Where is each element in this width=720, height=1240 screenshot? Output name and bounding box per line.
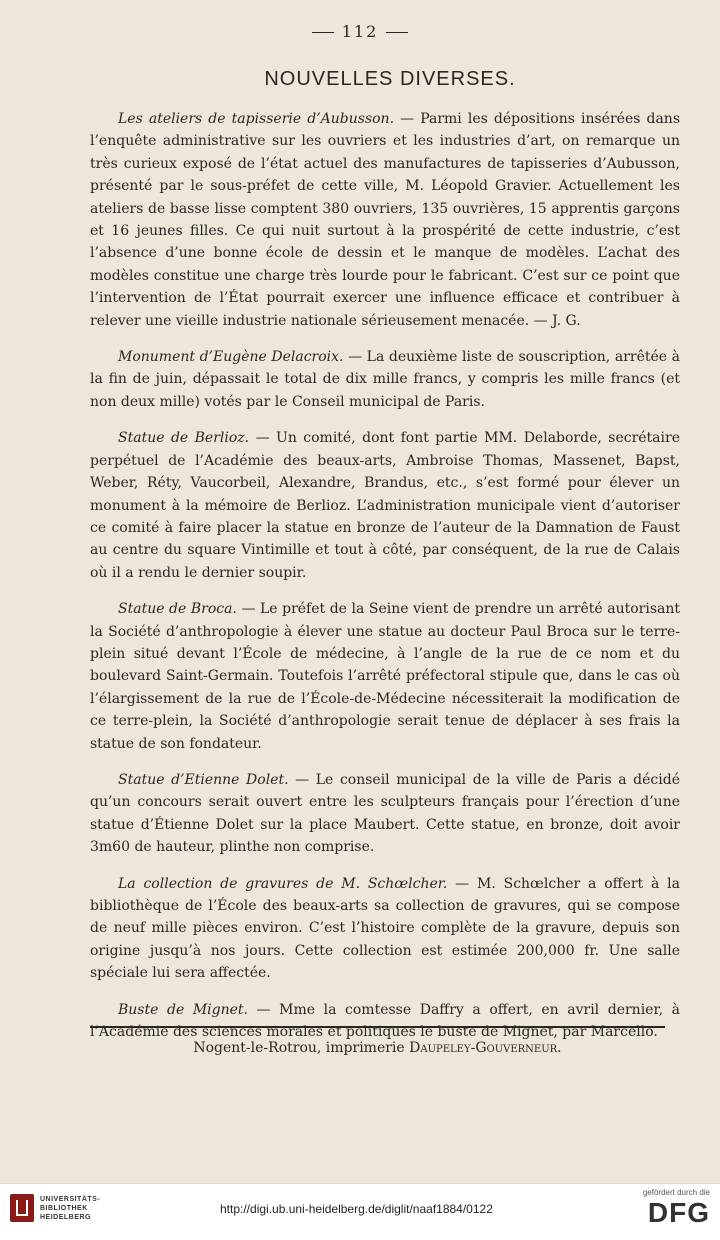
paragraph [90, 108, 680, 332]
library-line-3: HEIDELBERG [40, 1214, 91, 1221]
dash-right [386, 32, 408, 33]
paragraph-text: — Le conseil municipal de la ville de Paris a décidé qu’un concours serait ouvert entre les sculpteurs français pour l’érection d’une statue d’Étienne Dolet sur la place Maubert. Cette statue, en bronze, doit avoir 3m60 de hauteur, plinthe non comprise. [90, 771, 680, 856]
printer-imprint [90, 1040, 665, 1056]
paragraph-text: — La deuxième liste de souscription, arrêtée à la fin de juin, dépassait le total de dix mille francs, y compris les mille francs (et non deux mille) votés par le Conseil municipal de Paris. [90, 349, 680, 410]
paragraph-head: Buste de Mignet. [118, 1001, 248, 1018]
viewer-footer [0, 1183, 720, 1240]
paragraph-head: Statue d’Etienne Dolet. [118, 771, 289, 788]
dfg-logo-text: DFG [647, 1197, 710, 1228]
paragraph-text: — M. Schœlcher a offert à la bibliothèque de l’École des beaux-arts sa collection de gravures, qui se compose de neuf mille pièces environ. C’est l’histoire complète de la gravure, depuis son origine jusqu’à nos jours. Cette collection est estimée 200,000 fr. Une salle spéciale lui sera affectée. [90, 875, 680, 982]
article-body [90, 108, 680, 1057]
library-line-2: BIBLIOTHEK [40, 1205, 88, 1212]
divider-rule [90, 1026, 665, 1028]
funded-by-label: gefördert durch die [642, 1188, 710, 1197]
permalink-url[interactable]: http://digi.ub.uni-heidelberg.de/diglit/naaf1884/0122 [220, 1202, 493, 1216]
paragraph-head: La collection de gravures de M. Schœlcher. [118, 875, 448, 892]
page-number [0, 22, 720, 41]
page-number-text: 112 [341, 22, 379, 41]
paragraph-text: — Le préfet de la Seine vient de prendre un arrêté autorisant la Société d’anthropologie à élever une statue au docteur Paul Broca sur le terre-plein situé devant l’École de médecine, à l’angle de la rue de ce nom et du boulevard Saint-Germain. Toutefois l’arrêté préfectoral stipule que, dans le cas où l’élargissement de la rue de l’École-de-Médecine nécessiterait la modification de ce terre-plein, la Société d’anthropologie serait tenue de déplacer à ses frais la statue de son fondateur. [90, 601, 680, 752]
paragraph-text: — Un comité, dont font partie MM. Delaborde, secrétaire perpétuel de l’Académie des beaux-arts, Ambroise Thomas, Massenet, Bapst, Weber, Réty, Vaucorbeil, Alexandre, Brandus, etc., s’est formé pour élever un monument à la mémoire de Berlioz. L’administration municipale vient d’autoriser ce comité à faire placer la statue en bronze de l’auteur de la Damnation de Faust au centre du square Vintimille et tout à côté, par conséquent, de la rue de Calais où il a rendu le dernier soupir. [90, 430, 680, 581]
paragraph [90, 427, 680, 584]
paragraph [90, 873, 680, 985]
library-line-1: UNIVERSITÄTS- [40, 1196, 101, 1203]
dash-left [312, 32, 334, 33]
section-heading: NOUVELLES DIVERSES. [264, 68, 516, 90]
paragraph-head: Les ateliers de tapisserie d’Aubusson. [118, 111, 395, 127]
library-logo-text [40, 1195, 100, 1222]
paragraph [90, 769, 680, 859]
imprint-prefix: Nogent-le-Rotrou, imprimerie [193, 1040, 410, 1056]
paragraph [90, 999, 680, 1044]
paragraph-text: — Parmi les dépositions insérées dans l’enquête administrative sur les ouvriers et les industries d’art, on remarque un très curieux exposé de l’état actuel des manufactures de tapisseries d’Aubusson, présenté par le sous-préfet de cette ville, M. Léopold Gravier. Actuellement les ateliers de basse lisse comptent 380 ouvriers, 135 ouvrières, 15 apprentis garçons et 16 jeunes filles. Ce qui nuit surtout à la prospérité de cette industrie, c’est l’absence d’une bonne école de dessin et le manque de modèles. L’achat des modèles constitue une charge très lourde pour le fabricant. C’est sur ce point que l’intervention de l’État pourrait exercer une influence efficace et contribuer à relever une vieille industrie nationale sérieusement menacée. — J. G. [90, 111, 681, 329]
paragraph-head: Monument d’Eugène Delacroix. [118, 349, 344, 366]
paragraph [90, 346, 680, 413]
paragraph-head: Statue de Berlioz. [118, 430, 250, 447]
paragraph [90, 598, 680, 755]
paragraph-head: Statue de Broca. [118, 601, 237, 618]
paragraph-text: — Mme la comtesse Daffry a offert, en avril dernier, à l’Académie des sciences morales et politiques le buste de Mignet, par Marcello. [90, 1001, 680, 1041]
dfg-logo[interactable] [610, 1188, 710, 1229]
library-logo[interactable] [10, 1194, 130, 1230]
library-logo-icon [10, 1194, 34, 1222]
imprint-name: Daupeley-Gouverneur. [409, 1040, 562, 1056]
